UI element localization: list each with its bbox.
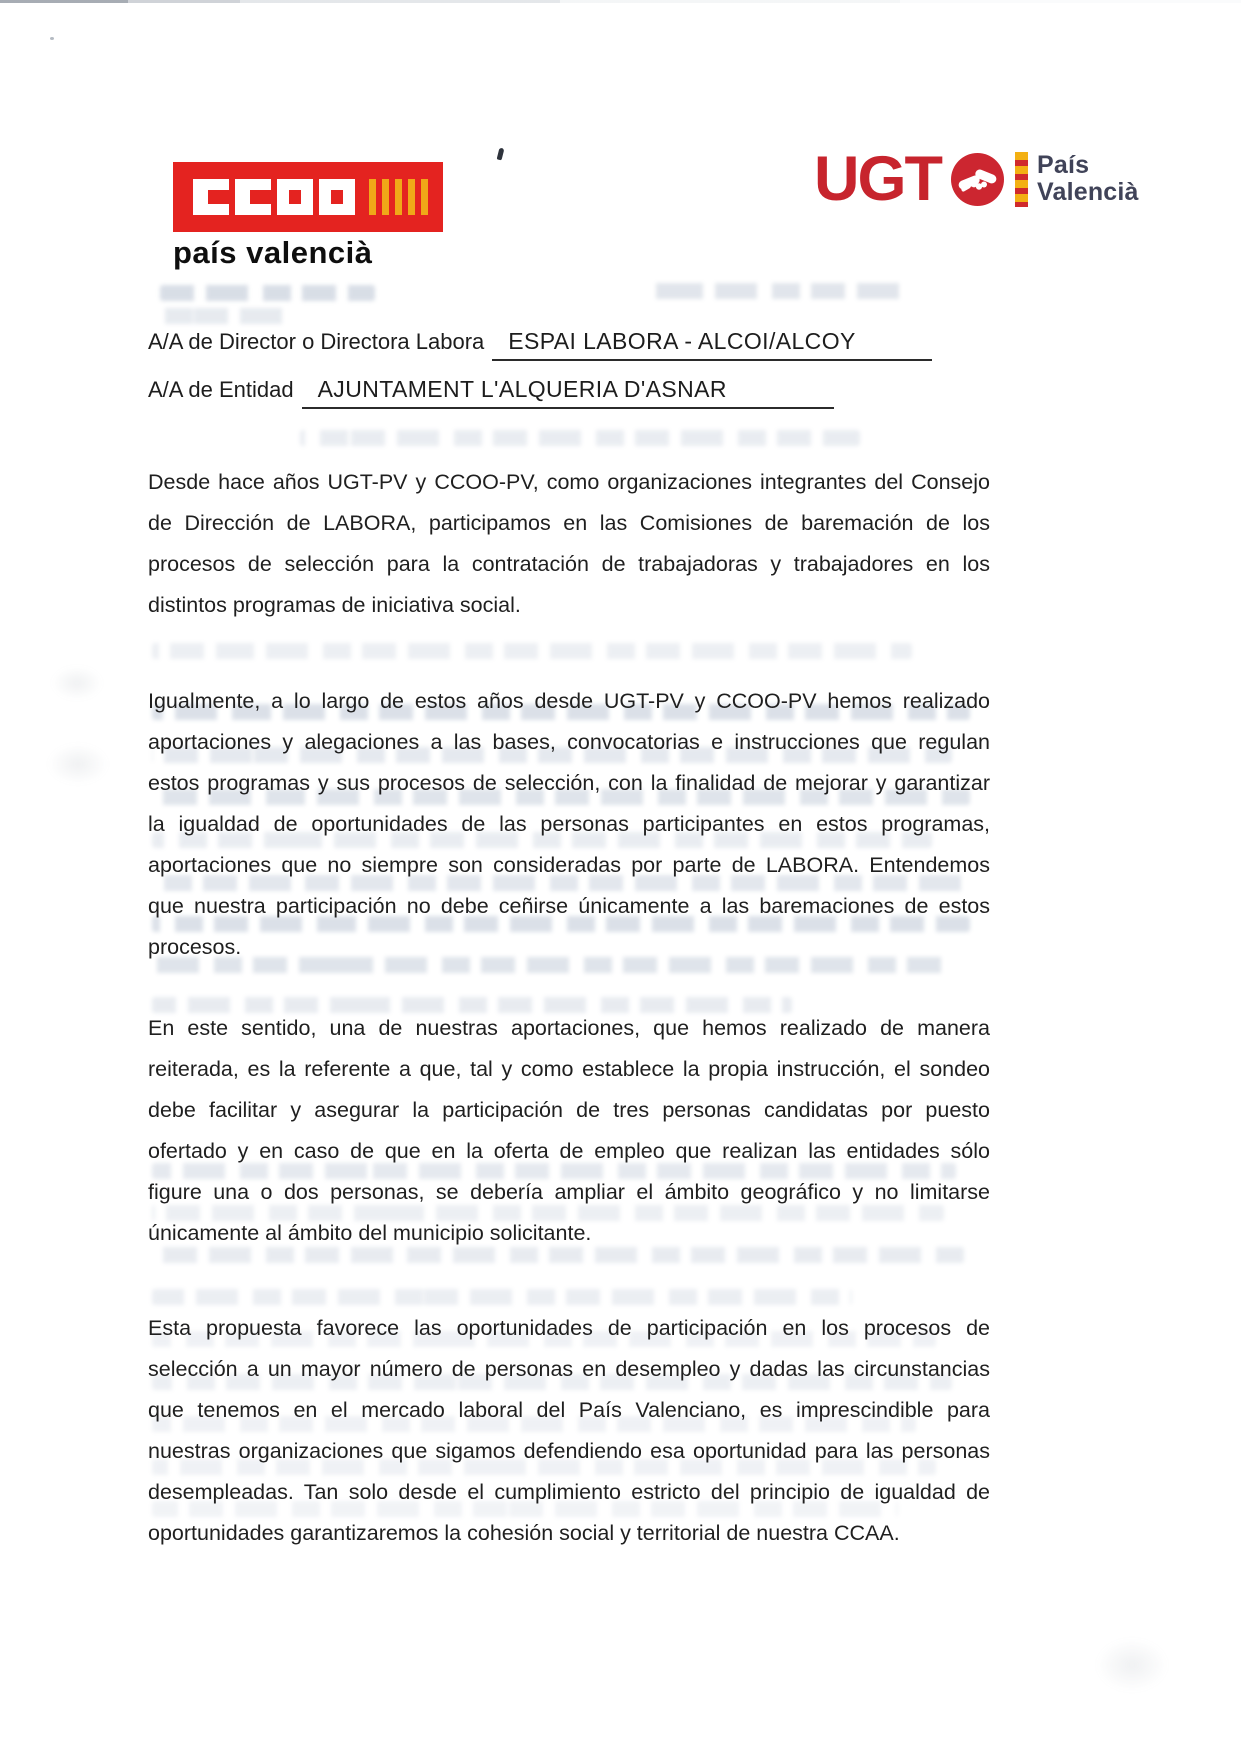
text-line: procesos. — [148, 935, 242, 959]
ccoo-logo — [173, 162, 443, 271]
ccoo-subtitle: país valencià — [173, 235, 373, 270]
scan-speck — [50, 37, 54, 40]
address-label-entity: A/A de Entidad — [148, 377, 294, 402]
text-line: desempleadas. Tan solo desde el cumplimiento estricto del principio de igualdad de — [148, 1480, 990, 1504]
addressee-block — [148, 328, 994, 424]
letter-body — [148, 462, 990, 1554]
ugt-region-line1: País — [1036, 151, 1090, 179]
handshake-icon — [951, 153, 1004, 206]
scan-smudge — [42, 660, 112, 706]
ghost-text-row — [160, 285, 375, 301]
address-value-entity: AJUNTAMENT L'ALQUERIA D'ASNAR — [302, 376, 834, 409]
ghost-text-row — [652, 283, 910, 299]
ghost-text-row — [300, 430, 860, 446]
text-line: de Dirección de LABORA, participamos en las Comisiones de baremación de los — [148, 511, 990, 535]
paragraph-1 — [148, 462, 990, 626]
senyera-bar-icon — [1015, 152, 1028, 207]
scan-edge-artifact — [0, 0, 1241, 3]
scan-smudge — [36, 736, 120, 792]
text-line: la igualdad de oportunidades de las personas participantes en estos programas, — [148, 812, 990, 836]
text-line: nuestras organizaciones que sigamos defendiendo esa oportunidad para las personas — [148, 1439, 990, 1463]
text-line: figure una o dos personas, se debería ampliar el ámbito geográfico y no limitarse — [148, 1180, 990, 1204]
paragraph-3 — [148, 1008, 990, 1254]
text-line: aportaciones y alegaciones a las bases, convocatorias e instrucciones que regulan — [148, 730, 990, 754]
text-line: ofertado y en caso de que en la oferta de empleo que realizan las entidades sólo — [148, 1139, 990, 1163]
paragraph-4 — [148, 1308, 990, 1554]
text-line: procesos de selección para la contratación de trabajadoras y trabajadores en los — [148, 552, 990, 576]
text-line: Igualmente, a lo largo de estos años desde UGT-PV y CCOO-PV hemos realizado — [148, 689, 990, 713]
text-line: que tenemos en el mercado laboral del País Valenciano, es imprescindible para — [148, 1398, 990, 1422]
address-line-entity — [148, 376, 994, 424]
address-line-director — [148, 328, 994, 376]
address-label-director: A/A de Director o Directora Labora — [148, 329, 485, 354]
text-line: Desde hace años UGT-PV y CCOO-PV, como organizaciones integrantes del Consejo — [148, 470, 990, 494]
text-line: estos programas y sus procesos de selección, con la finalidad de mejorar y garantizar — [148, 771, 990, 795]
address-value-labora-office: ESPAI LABORA - ALCOI/ALCOY — [492, 328, 932, 361]
text-line: aportaciones que no siempre son consideradas por parte de LABORA. Entendemos — [148, 853, 990, 877]
text-line: oportunidades garantizaremos la cohesión social y territorial de nuestra CCAA. — [148, 1521, 900, 1545]
text-line: debe facilitar y asegurar la participación de tres personas candidatas por puesto — [148, 1098, 990, 1122]
text-line: selección a un mayor número de personas en desempleo y dadas las circunstancias — [148, 1357, 990, 1381]
scan-mark-artifact — [497, 148, 505, 161]
ugt-wordmark: UGT — [814, 144, 941, 214]
paragraph-2 — [148, 681, 990, 968]
scan-smudge — [1082, 1628, 1182, 1702]
ugt-region-line2: Valencià — [1036, 178, 1139, 206]
ugt-logo — [814, 144, 1139, 214]
ugt-region-name — [1037, 152, 1139, 206]
text-line: que nuestra participación no debe ceñirse únicamente a las baremaciones de estos — [148, 894, 990, 918]
text-line: distintos programas de iniciativa social. — [148, 593, 521, 617]
ccoo-logo-mark — [173, 162, 443, 232]
ghost-text-row — [160, 308, 292, 324]
text-line: reiterada, es la referente a que, tal y como establece la propia instrucción, el sondeo — [148, 1057, 990, 1081]
text-line: únicamente al ámbito del municipio solicitante. — [148, 1221, 592, 1245]
text-line: Esta propuesta favorece las oportunidades de participación en los procesos de — [148, 1316, 990, 1340]
text-line: En este sentido, una de nuestras aportaciones, que hemos realizado de manera — [148, 1016, 990, 1040]
